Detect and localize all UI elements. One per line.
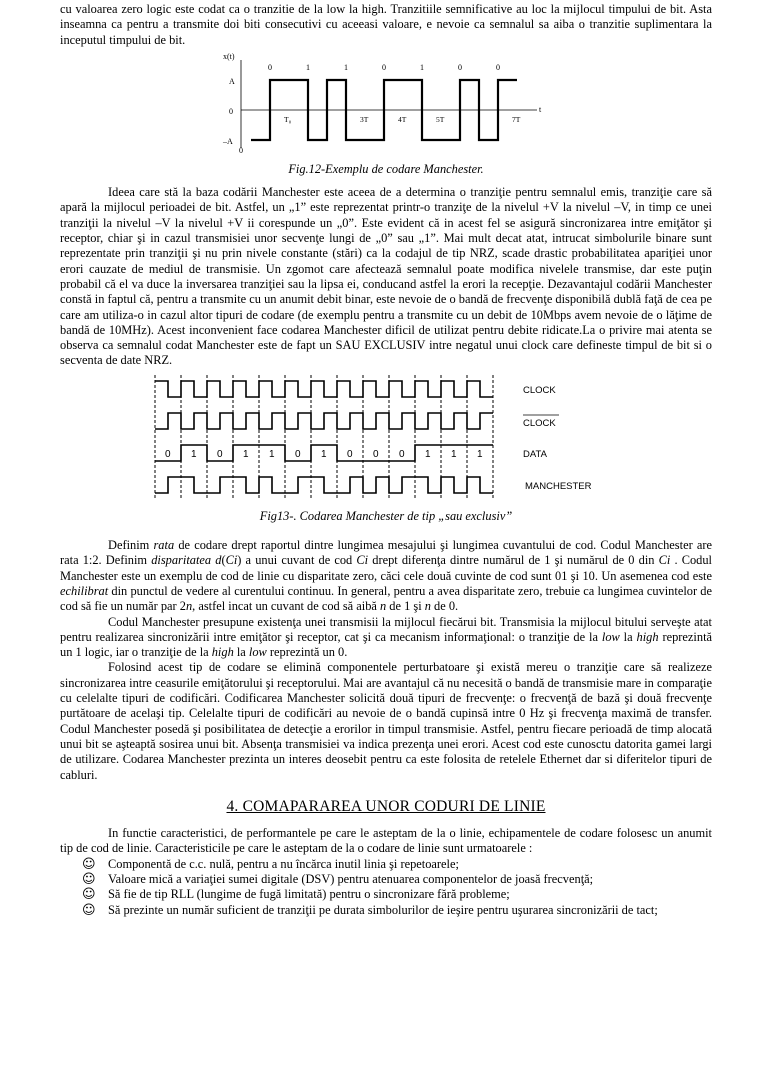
fig12-tick-label: 3T xyxy=(360,114,369,124)
fig12-y-label: x(t) xyxy=(223,51,235,61)
fig12-tick-label: 4T xyxy=(398,114,407,124)
paragraph-folosind: Folosind acest tip de codare se elimină componentele perturbatoare şi există mereu o tranziţie care să realizeze sincronizarea intre ceasurile emiţătorului şi receptorului. Mai are avantajul că nu necesită o bandă de transmisie mare in comparaţie cu celelalte tipuri de codificări. Codificarea Manchester solicită două tipuri de frecvenţe: o frecvenţă de bază şi două frecvenţe purtătoare de acelaşi tip. Celelalte tipuri de codificări au nevoie de o bandă cupinsă intre 0 Hz şi frecvenţa maximă de transfer. Codul Manchester posedă şi posibilitatea de detecţie a erorilor in timpul transmisie. Astfel, pentru fiecare perioadă de timp alocată unui bit se aşteaptă sosirea unui bit. Absenţa transmisiei va indica prezenţa unei erori. Acest cod este cunosctu datorita gamei largi de utilizare. Codarea Manchester prezinta un interes deosebit pentru ca este folosita de retelele Ethernet dar si diferitelor tipuri de cabluri. xyxy=(60,660,712,782)
fig13-label-clock-neg: CLOCK xyxy=(523,417,556,429)
fig12-bit-label: 0 xyxy=(382,62,386,72)
fig12-t-axis: t xyxy=(539,104,542,114)
fig12-bit-label: 0 xyxy=(268,62,272,72)
fig13-data-bit-label: 1 xyxy=(191,448,197,460)
fig13-data-bit-label: 1 xyxy=(243,448,249,460)
paragraph-intro: cu valoarea zero logic este codat ca o tranzitie de la low la high. Tranzitiile semnificative au loc la mijlocul timpului de bit. Asta inseamna ca pentru a transmite doi biti consecutivi cu aceeasi valoare, e nevoie ca semnalul sa aiba o tranzitie suplimentara la inceputul timpului de bit. xyxy=(60,2,712,47)
fig12-bit-label: 1 xyxy=(344,62,348,72)
fig13-data-bit-label: 0 xyxy=(165,448,171,460)
requirements-list xyxy=(60,857,712,918)
list-item: ☺ Să fie de tip RLL (lungime de fugă limitată) pentru o sincronizare fără probleme; xyxy=(82,887,510,903)
fig13-data-bit-label: 1 xyxy=(451,448,457,460)
fig12-bit-label: 0 xyxy=(496,62,500,72)
fig13-clock-neg-wave xyxy=(155,413,493,429)
fig12-tick-label: 7T xyxy=(512,114,521,124)
fig12-tick-label: T₀ xyxy=(284,114,292,124)
paragraph-functie: In functie caracteristici, de performantele pe care le asteptam de la o linie, echipamentele de codare folosesc un anumit tip de cod de linie. Caracteristicile pe care le asteptam de la o codare de linie sunt urmatoarele : xyxy=(60,826,712,856)
fig12-tick-label: 5T xyxy=(436,114,445,124)
smiley-icon: ☺ xyxy=(82,871,96,887)
fig13-data-bit-label: 0 xyxy=(399,448,405,460)
fig13-label-manchester: MANCHESTER xyxy=(525,480,592,492)
fig13-data-bit-label: 1 xyxy=(321,448,327,460)
fig13-caption: Fig13-. Codarea Manchester de tip „sau exclusiv” xyxy=(259,508,513,523)
xor-manchester-figure xyxy=(151,375,621,505)
fig13-label-clock: CLOCK xyxy=(523,384,556,396)
fig12-tick-labels xyxy=(284,115,521,124)
fig13-data-bit-label: 0 xyxy=(373,448,379,460)
fig12-origin: 0 xyxy=(239,145,243,155)
list-item: ☺ Valoare mică a variaţiei sumei digitale (DSV) pentru atenuarea componentelor de joasă frecvenţă; xyxy=(82,871,594,887)
fig12-caption: Fig.12-Exemplu de codare Manchester. xyxy=(288,161,484,176)
fig13-data-bit-label: 1 xyxy=(425,448,431,460)
smiley-icon: ☺ xyxy=(82,887,96,903)
list-item: ☺ Să prezinte un număr suficient de tranziţii pe durata simbolurilor de ieşire pentru uşurarea sincronizării de tact; xyxy=(82,902,658,918)
paragraph-presupune: Codul Manchester presupune existenţa unei transmisii la mijlocul fiecărui bit. Transmisia la mijlocul bitului serveşte atat pentru realizarea sincronizării intre emiţător şi receptor, cat şi ca mecanism informaţional: o tranziţie de la low la high reprezintă un 1 logic, iar o tranziţie de la high la low reprezintă un 0. xyxy=(60,614,713,660)
fig13-clock-wave xyxy=(155,381,493,397)
paragraph-ideea: Ideea care stă la baza codării Manchester este aceea de a determina o tranziţie pentru semnalul emis, tranziţie care să apară la mijlocul perioadei de bit. Astfel, un „1” este reprezentat printr-o tranziţe de la nivelul +V la nivelul –V, in timp ce unei tranziţii la nivelul –V la nivelul +V ii corespunde un „0”. Este evident că in acest fel se asigură sincronizarea intre emiţător şi receptor, chiar şi in cazul transmisiei unor secvenţe lungi de „0” sau „1”. Mai mult decat atat, intrucat simbolurile binare sunt reprezentate prin tranziţii şi nu prin nivele constante (stări) ca la codajul de tip NRZ, scade drastic probabilitatea apariţiei unor erori cauzate de mediul de transmisie. Un zgomot care afectează semnalul poate modifica nivelele transmise, dar este puţin probabil că el va duce la inversarea tranziţiei sau la lipsa ei, conducand astfel la erori la recepţie. Dezavantajul codării Manchester constă in faptul că, pentru a transmite cu un anumit debit binar, este nevoie de o bandă de frecvenţe disponibilă dublă faţă de cea pe care am utiliza-o in cazul altor tipuri de codare (de exemplu pentru a transmite cu un debit de 10Mbps avem nevoie de o lăţime de bandă de 10MHz). Acest inconvenient face codarea Manchester dificil de utilizat pentru debite ridicate.La o privire mai atenta se observa ca semnalul codat Manchester este de fapt un SAU EXCLUSIV intre negatul unui clock care defineste timpul de bit si o secventa de date NRZ. xyxy=(60,185,712,368)
fig12-bit-label: 1 xyxy=(306,62,310,72)
document-page xyxy=(60,2,712,918)
fig12-level-neg: –A xyxy=(223,136,233,146)
fig13-data-bit-label: 1 xyxy=(269,448,275,460)
fig13-data-bit-label: 1 xyxy=(477,448,483,460)
fig13-data-bit-label: 0 xyxy=(295,448,301,460)
fig12-level-pos: A xyxy=(229,76,235,86)
paragraph-rata: Definim rata de codare drept raportul dintre lungimea mesajului şi lungimea cuvantului de cod. Codul Manchester are rata 1:2. Definim disparitatea d(Ci) a unui cuvant de cod Ci drept diferenţa dintre numărul de 1 şi numărul de 0 din Ci . Codul Manchester este un exemplu de cod de linie cu disparitate zero, căci cele două cuvinte de cod sunt 01 şi 10. Un asemenea cod este echilibrat din punctul de vedere al curentului continuu. In general, pentru a avea disparitate zero, trebuie ca lungimea cuvintelor de cod să fie un număr par 2n, astfel incat un cuvant de cod să aibă n de 1 şi n de 0. xyxy=(60,538,713,614)
list-item: ☺ Componentă de c.c. nulă, pentru a nu încărca inutil linia şi repetoarele; xyxy=(82,856,459,872)
fig12-bit-label: 0 xyxy=(458,62,462,72)
fig13-data-bit-label: 0 xyxy=(217,448,223,460)
smiley-icon: ☺ xyxy=(82,902,96,918)
fig12-bit-label: 1 xyxy=(420,62,424,72)
fig13-data-bit-label: 0 xyxy=(347,448,353,460)
fig12-bit-labels xyxy=(268,63,500,72)
manchester-example-figure xyxy=(221,52,551,160)
smiley-icon: ☺ xyxy=(82,856,96,872)
fig12-level-zero: 0 xyxy=(229,106,233,116)
section-heading: 4. COMAPARAREA UNOR CODURI DE LINIE xyxy=(226,797,546,815)
fig13-label-data: DATA xyxy=(523,448,547,460)
fig13-manchester-wave xyxy=(155,477,493,493)
